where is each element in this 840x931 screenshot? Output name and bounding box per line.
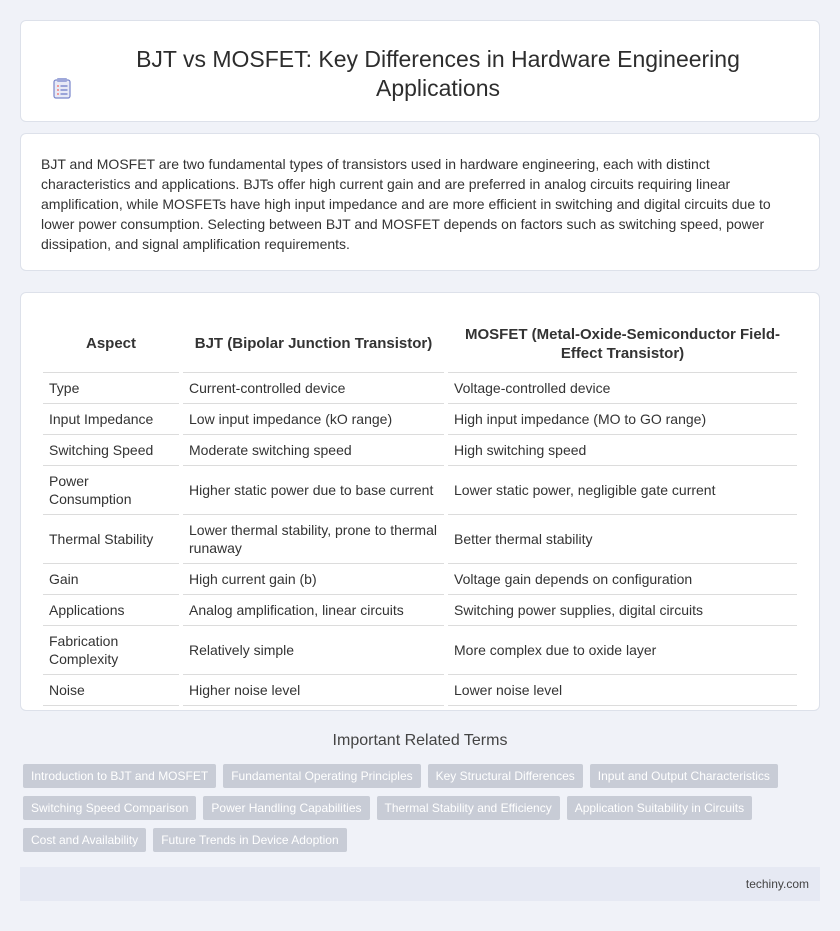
header-mosfet: MOSFET (Metal-Oxide-Semiconductor Field-Effect Transistor) [448,311,797,373]
cell-mosfet: Voltage-controlled device [448,373,797,404]
table-row [43,515,797,564]
table-row [43,595,797,626]
title-wrap [21,45,819,103]
related-tag[interactable]: Thermal Stability and Efficiency [377,796,560,820]
cell-bjt: Low input impedance (kO range) [183,404,444,435]
cell-mosfet: Lower noise level [448,675,797,706]
cell-mosfet: Switching power supplies, digital circuits [448,595,797,626]
table-header-row [43,311,797,373]
cell-mosfet: Lower static power, negligible gate current [448,466,797,515]
header-aspect: Aspect [43,311,179,373]
cell-aspect: Gain [43,564,179,595]
cell-bjt: Higher noise level [183,675,444,706]
cell-bjt: Moderate switching speed [183,435,444,466]
cell-mosfet: High input impedance (MO to GO range) [448,404,797,435]
table-row [43,466,797,515]
cell-bjt: Analog amplification, linear circuits [183,595,444,626]
comparison-table [39,311,801,706]
related-tag[interactable]: Cost and Availability [23,828,146,852]
cell-aspect: Applications [43,595,179,626]
table-row [43,564,797,595]
table-row [43,373,797,404]
cell-bjt: Higher static power due to base current [183,466,444,515]
cell-mosfet: High switching speed [448,435,797,466]
cell-aspect: Fabrication Complexity [43,626,179,675]
table-row [43,675,797,706]
related-tag[interactable]: Power Handling Capabilities [203,796,369,820]
cell-aspect: Thermal Stability [43,515,179,564]
intro-text: BJT and MOSFET are two fundamental types of transistors used in hardware engineering, each with distinct characteristics and applications. BJTs offer high current gain and are preferred in analog circuits requiring linear amplification, while MOSFETs have high input impedance and are more efficient in switching and digital circuits due to lower power consumption. Selecting between BJT and MOSFET depends on factors such as switching speed, power dissipation, and signal amplification requirements. [41,156,771,252]
related-tag[interactable]: Future Trends in Device Adoption [153,828,346,852]
related-tag[interactable]: Switching Speed Comparison [23,796,196,820]
footer [20,867,820,901]
table-row [43,404,797,435]
cell-aspect: Switching Speed [43,435,179,466]
comparison-table-card [20,292,820,711]
header-card [20,20,820,122]
cell-aspect: Power Consumption [43,466,179,515]
cell-aspect: Type [43,373,179,404]
intro-card [20,133,820,271]
page-title: BJT vs MOSFET: Key Differences in Hardware Engineering Applications [136,46,740,101]
cell-mosfet: Better thermal stability [448,515,797,564]
related-tag[interactable]: Application Suitability in Circuits [567,796,752,820]
cell-aspect: Noise [43,675,179,706]
related-tag[interactable]: Introduction to BJT and MOSFET [23,764,216,788]
related-tag[interactable]: Fundamental Operating Principles [223,764,420,788]
related-tag[interactable]: Input and Output Characteristics [590,764,778,788]
footer-site-link[interactable]: techiny.com [745,877,809,891]
related-terms-title: Important Related Terms [332,732,508,749]
related-tag[interactable]: Key Structural Differences [428,764,583,788]
cell-mosfet: More complex due to oxide layer [448,626,797,675]
cell-bjt: Lower thermal stability, prone to thermal runaway [183,515,444,564]
cell-bjt: Relatively simple [183,626,444,675]
table-row [43,435,797,466]
cell-mosfet: Voltage gain depends on configuration [448,564,797,595]
cell-aspect: Input Impedance [43,404,179,435]
cell-bjt: High current gain (b) [183,564,444,595]
table-row [43,626,797,675]
header-bjt: BJT (Bipolar Junction Transistor) [183,311,444,373]
related-tags [23,764,813,852]
document-icon [52,77,72,99]
cell-bjt: Current-controlled device [183,373,444,404]
